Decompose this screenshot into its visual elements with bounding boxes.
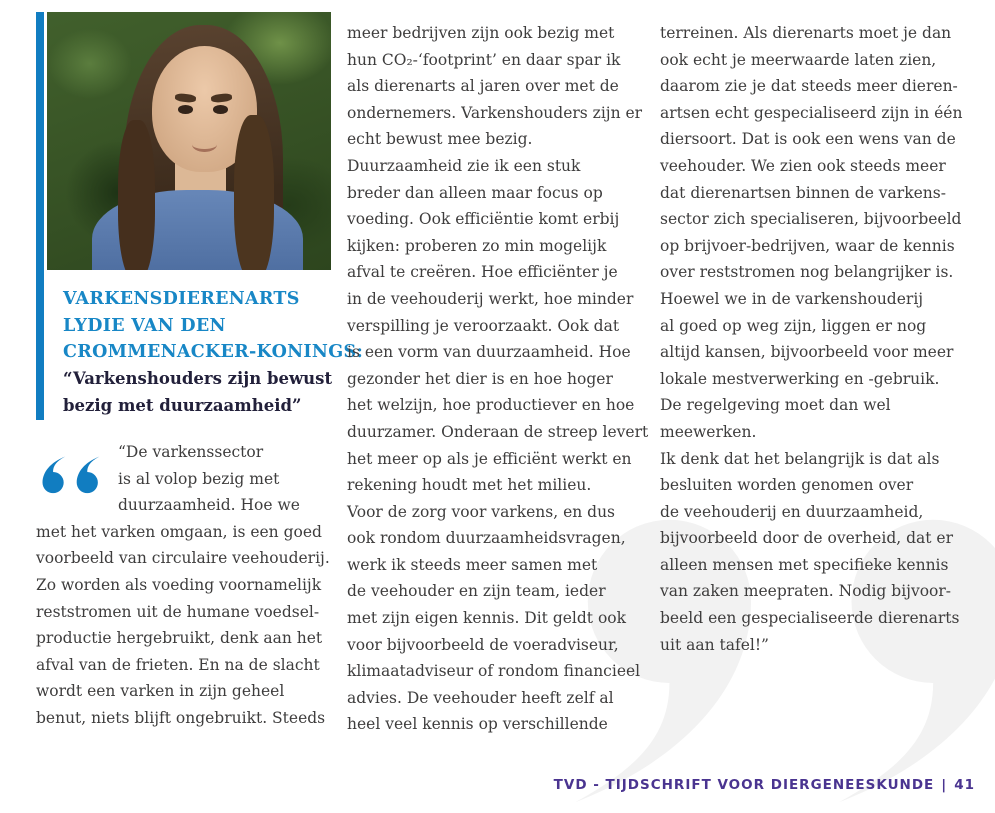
text-line: diersoort. Dat is ook een wens van de [660,130,956,149]
page-footer [554,777,975,793]
text-line: reststromen uit de humane voedsel- [36,602,320,621]
text-line: gezonder het dier is en hoe hoger [347,369,613,388]
text-line: werk ik steeds meer samen met [347,555,598,574]
text-line: terreinen. Als dierenarts moet je dan [660,24,952,42]
text-line: is al volop bezig met [118,469,280,488]
text-line: besluiten worden genomen over [660,476,914,495]
text-line: klimaatadviseur of rondom financieel [347,662,641,681]
subheading-line: bezig met duurzaamheid” [63,395,302,415]
text-line: Zo worden als voeding voornamelijk [36,575,322,594]
text-line: heel veel kennis op verschillende [347,715,608,734]
text-line: het meer op als je efficiënt werkt en [347,449,632,468]
open-quote-icon [36,441,114,517]
text-line: als dierenarts al jaren over met de [347,77,619,96]
text-line: met zijn eigen kennis. Dit geldt ook [347,609,627,628]
text-line: is een vorm van duurzaamheid. Hoe [347,343,631,362]
heading-line: LYDIE VAN DEN [63,315,226,336]
text-line: veehouder. We zien ook steeds meer [660,156,946,175]
text-line: productie hergebruikt, denk aan het [36,629,323,648]
photo-eyebrow-left [175,92,197,102]
text-line: afval te creëren. Hoe efficiënter je [347,263,618,282]
text-line: duurzamer. Onderaan de streep levert [347,422,649,441]
article-column-1 [36,439,338,732]
photo-smile [192,137,217,153]
text-line: ook echt je meerwaarde laten zien, [660,50,937,69]
pull-quote-heading [63,366,332,419]
text-line: het welzijn, hoe productiever en hoe [347,396,635,415]
text-line: alleen mensen met specifieke kennis [660,555,949,574]
text-line: de veehouderij en duurzaamheid, [660,502,924,521]
text-line: op brijvoer-bedrijven, waar de kennis [660,236,955,255]
text-line: duurzaamheid. Hoe we [118,496,300,515]
text-line: voor bijvoorbeeld de voeradviseur, [347,635,619,654]
text-line: Voor de zorg voor varkens, en dus [347,502,616,521]
text-line: Duurzaamheid zie ik een stuk [347,156,581,175]
photo-eye-left [178,105,193,114]
text-line: lokale mestverwerking en -gebruik. [660,369,940,388]
text-line: uit aan tafel!” [660,635,769,654]
text-line: Ik denk dat het belangrijk is dat als [660,449,940,468]
portrait-photo [47,12,331,270]
text-line: in de veehouderij werkt, hoe minder [347,289,634,308]
text-line: dat dierenartsen binnen de varkens- [660,183,946,202]
text-line: De regelgeving moet dan wel [660,396,891,415]
text-line: beeld een gespecialiseerde dierenarts [660,609,960,628]
text-line: voorbeeld van circulaire veehouderij. [36,549,330,568]
magazine-title: TVD - TIJDSCHRIFT VOOR DIERGENEESKUNDE [553,777,935,793]
page-number: 41 [954,777,975,793]
footer-separator: | [941,777,948,793]
text-line: wordt een varken in zijn geheel [36,682,285,701]
text-line: sector zich specialiseren, bijvoorbeeld [660,210,962,229]
heading-line: CROMMENACKER-KONINGS: [63,342,364,363]
photo-hair-strand-left [118,120,155,270]
text-line: “De varkenssector [118,443,264,461]
heading-line: VARKENSDIERENARTS [63,289,300,309]
text-line: benut, niets blijft ongebruikt. Steeds [36,708,326,727]
text-line: echt bewust mee bezig. [347,130,533,149]
text-line: breder dan alleen maar focus op [347,183,603,202]
text-line: kijken: proberen zo min mogelijk [347,236,607,255]
article-column-3 [660,20,963,658]
text-line: advies. De veehouder heeft zelf al [347,688,614,707]
text-line: bijvoorbeeld door de overheid, dat er [660,529,953,548]
photo-eyebrow-right [211,92,233,102]
column-2-text [347,20,649,738]
text-line: over reststromen nog belangrijker is. [660,263,954,282]
text-line: al goed op weg zijn, liggen er nog [660,316,927,335]
text-line: Hoewel we in de varkenshouderij [660,289,924,308]
interviewee-name-heading [63,286,363,366]
photo-hair-strand-right [234,115,274,270]
text-line: van zaken meepraten. Nodig bijvoor- [660,582,952,601]
text-line: voeding. Ook efficiëntie komt erbij [347,210,620,229]
accent-bar [36,12,44,420]
text-line: hun CO₂-‘footprint’ en daar spar ik [347,50,621,69]
text-line: ook rondom duurzaamheidsvragen, [347,529,626,548]
photo-eye-right [213,105,228,114]
text-line: afval van de frieten. En na de slacht [36,655,320,674]
article-column-2 [347,20,649,738]
text-line: met het varken omgaan, is een goed [36,522,322,541]
text-line: verspilling je veroorzaakt. Ook dat [347,316,620,335]
subheading-line: “Varkenshouders zijn bewust [63,369,333,388]
text-line: altijd kansen, bijvoorbeeld voor meer [660,343,954,362]
text-line: meewerken. [660,422,757,441]
column-3-text [660,20,963,658]
text-line: rekening houdt met het milieu. [347,476,592,495]
text-line: ondernemers. Varkenshouders zijn er [347,103,643,122]
text-line: meer bedrijven zijn ook bezig met [347,24,615,42]
text-line: artsen echt gespecialiseerd zijn in één [660,103,963,122]
text-line: daarom zie je dat steeds meer dieren- [660,77,958,96]
text-line: de veehouder en zijn team, ieder [347,582,606,601]
